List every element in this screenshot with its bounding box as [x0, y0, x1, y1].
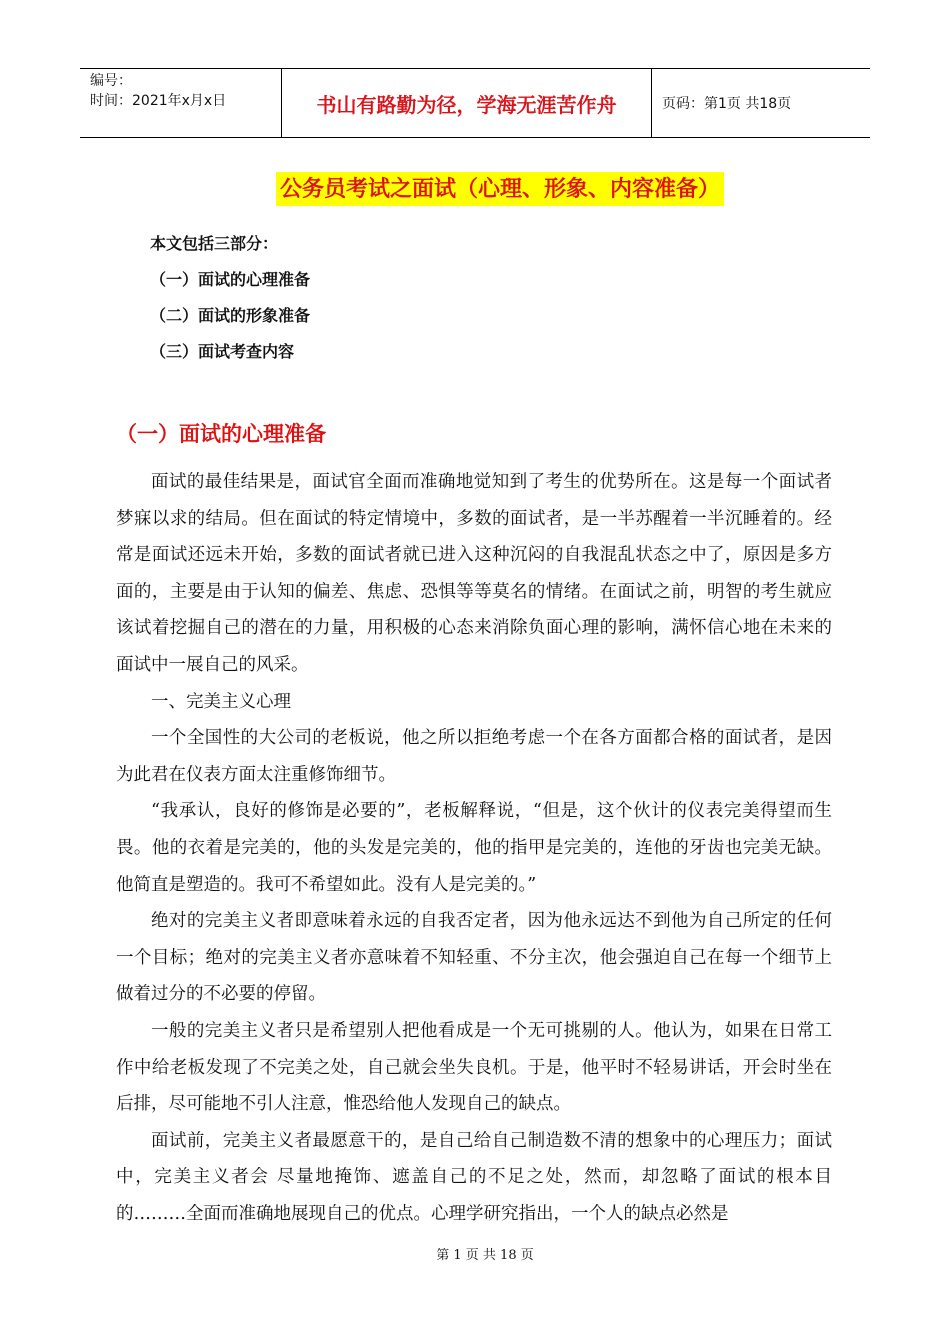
header-page-info: 页码：第1页 共18页: [662, 96, 792, 112]
time-label: 时间：2021年x月x日: [90, 93, 227, 109]
section-heading: （一）面试的心理准备: [116, 421, 326, 446]
table-of-contents: [150, 230, 310, 374]
toc-item: （三）面试考查内容: [150, 342, 295, 361]
subheading: 一、完美主义心理: [151, 691, 291, 712]
document-title: 公务员考试之面试（心理、形象、内容准备）: [276, 172, 724, 206]
header-meta: [80, 69, 282, 137]
page-header: [80, 68, 870, 138]
page-footer: 第 1 页 共 18 页: [436, 1248, 534, 1263]
body-text: [116, 464, 832, 1232]
paragraph: 一个全国性的大公司的老板说，他之所以拒绝考虑一个在各方面都合格的面试者，是因为此君在仪表方面太注重修饰细节。: [116, 728, 832, 785]
number-label: 编号：: [90, 73, 132, 89]
title-wrap: [0, 172, 950, 206]
paragraph: 面试的最佳结果是，面试官全面而准确地觉知到了考生的优势所在。这是每一个面试者梦寐以求的结局。但在面试的特定情境中，多数的面试者，是一半苏醒着一半沉睡着的。经常是面试还远未开始，多数的面试者就已进入这种沉闷的自我混乱状态之中了，原因是多方面的，主要是由于认知的偏差、焦虑、恐惧等等莫名的情绪。在面试之前，明智的考生就应该试着挖掘自己的潜在的力量，用积极的心态来消除负面心理的影响，满怀信心地在未来的面试中一展自己的风采。: [116, 472, 832, 675]
paragraph: 一般的完美主义者只是希望别人把他看成是一个无可挑剔的人。他认为，如果在日常工作中给老板发现了不完美之处，自己就会坐失良机。于是，他平时不轻易讲话，开会时坐在后排，尽可能地不引人注意，惟恐给他人发现自己的缺点。: [116, 1020, 832, 1115]
toc-intro: 本文包括三部分：: [150, 234, 279, 253]
paragraph: 绝对的完美主义者即意味着永远的自我否定者，因为他永远达不到他为自己所定的任何一个目标；绝对的完美主义者亦意味着不知轻重、不分主次，他会强迫自己在每一个细节上做着过分的不必要的停留。: [116, 911, 832, 1005]
toc-item: （一）面试的心理准备: [150, 270, 311, 289]
header-motto: 书山有路勤为径，学海无涯苦作舟: [282, 69, 652, 137]
paragraph: 面试前，完美主义者最愿意干的，是自己给自己制造数不清的想象中的心理压力；面试中，完美主义者会 尽量地掩饰、遮盖自己的不足之处，然而，却忽略了面试的根本目的………全面而准确地展现自己的优点。心理学研究指出，一个人的缺点必然是: [116, 1130, 832, 1224]
toc-item: （二）面试的形象准备: [150, 306, 311, 325]
paragraph: “我承认，良好的修饰是必要的”，老板解释说，“但是，这个伙计的仪表完美得望而生畏。他的衣着是完美的，他的头发是完美的，他的指甲是完美的，连他的牙齿也完美无缺。他简直是塑造的。我可不希望如此。没有人是完美的。”: [116, 801, 832, 895]
